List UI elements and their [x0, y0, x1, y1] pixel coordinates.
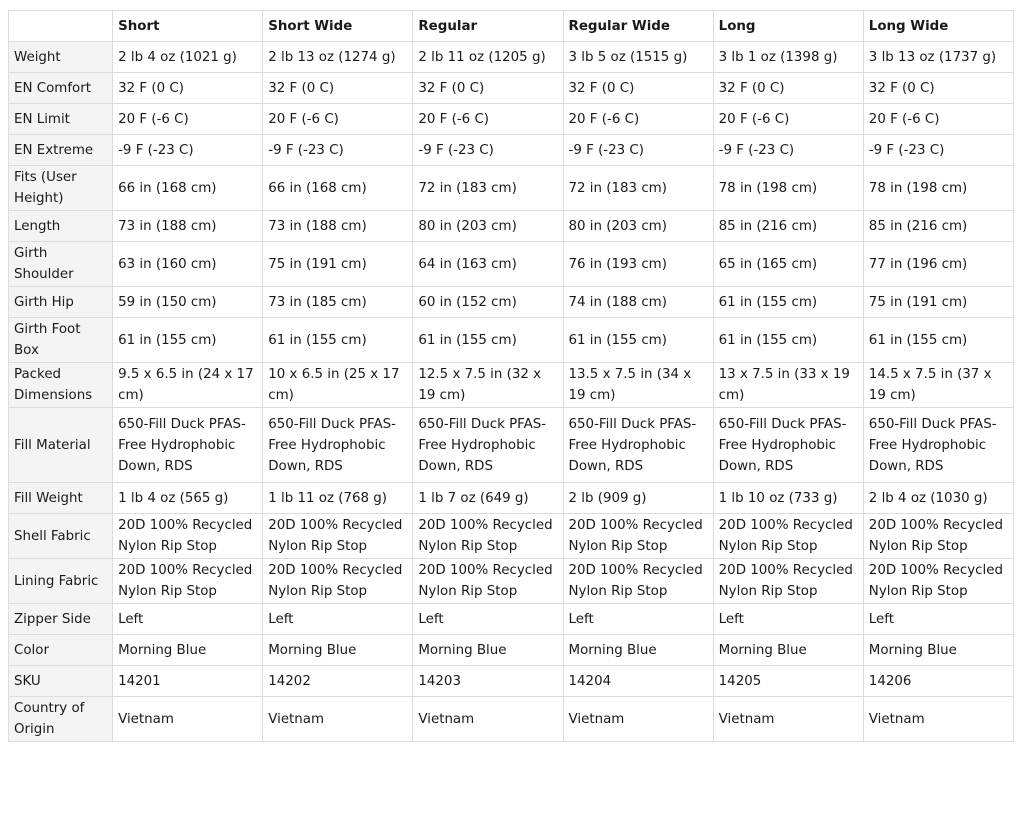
column-header-regular-wide: Regular Wide [563, 11, 713, 42]
table-cell: 85 in (216 cm) [863, 211, 1013, 242]
table-cell: Left [713, 604, 863, 635]
table-row [9, 408, 1014, 483]
table-cell: 59 in (150 cm) [113, 287, 263, 318]
table-cell: 32 F (0 C) [563, 73, 713, 104]
row-label: EN Extreme [9, 135, 113, 166]
table-cell: Vietnam [263, 697, 413, 742]
table-cell: 20D 100% Recycled Nylon Rip Stop [113, 514, 263, 559]
table-cell: Morning Blue [413, 635, 563, 666]
table-cell: 13.5 x 7.5 in (34 x 19 cm) [563, 363, 713, 408]
row-label: Shell Fabric [9, 514, 113, 559]
table-row [9, 604, 1014, 635]
table-cell: Morning Blue [863, 635, 1013, 666]
table-cell: 61 in (155 cm) [113, 318, 263, 363]
table-cell: 13 x 7.5 in (33 x 19 cm) [713, 363, 863, 408]
table-cell: 61 in (155 cm) [713, 287, 863, 318]
table-cell: 64 in (163 cm) [413, 242, 563, 287]
table-cell: 650-Fill Duck PFAS-Free Hydrophobic Down, RDS [563, 408, 713, 483]
table-cell: 20 F (-6 C) [863, 104, 1013, 135]
row-label: Girth Hip [9, 287, 113, 318]
table-cell: Left [413, 604, 563, 635]
table-row [9, 135, 1014, 166]
table-cell: -9 F (-23 C) [263, 135, 413, 166]
table-cell: 2 lb 4 oz (1030 g) [863, 483, 1013, 514]
table-cell: 650-Fill Duck PFAS-Free Hydrophobic Down, RDS [413, 408, 563, 483]
table-cell: -9 F (-23 C) [113, 135, 263, 166]
table-cell: 32 F (0 C) [713, 73, 863, 104]
table-cell: 61 in (155 cm) [863, 318, 1013, 363]
table-cell: Vietnam [113, 697, 263, 742]
table-cell: Morning Blue [563, 635, 713, 666]
table-row [9, 42, 1014, 73]
table-cell: 63 in (160 cm) [113, 242, 263, 287]
table-cell: 73 in (188 cm) [263, 211, 413, 242]
table-cell: 3 lb 13 oz (1737 g) [863, 42, 1013, 73]
column-header-long-wide: Long Wide [863, 11, 1013, 42]
table-cell: 75 in (191 cm) [863, 287, 1013, 318]
table-cell: 20D 100% Recycled Nylon Rip Stop [113, 559, 263, 604]
table-cell: 650-Fill Duck PFAS-Free Hydrophobic Down, RDS [263, 408, 413, 483]
column-header-long: Long [713, 11, 863, 42]
table-cell: 72 in (183 cm) [563, 166, 713, 211]
table-cell: 14201 [113, 666, 263, 697]
row-label: SKU [9, 666, 113, 697]
table-cell: 61 in (155 cm) [713, 318, 863, 363]
table-cell: 14204 [563, 666, 713, 697]
table-cell: 66 in (168 cm) [263, 166, 413, 211]
table-cell: 66 in (168 cm) [113, 166, 263, 211]
row-label: Fill Material [9, 408, 113, 483]
table-cell: 20D 100% Recycled Nylon Rip Stop [563, 514, 713, 559]
table-cell: 75 in (191 cm) [263, 242, 413, 287]
table-cell: Vietnam [413, 697, 563, 742]
table-cell: 61 in (155 cm) [413, 318, 563, 363]
table-cell: 61 in (155 cm) [563, 318, 713, 363]
table-cell: 85 in (216 cm) [713, 211, 863, 242]
table-row [9, 666, 1014, 697]
table-cell: Vietnam [713, 697, 863, 742]
table-cell: 20D 100% Recycled Nylon Rip Stop [413, 559, 563, 604]
row-label: Country of Origin [9, 697, 113, 742]
table-cell: 14203 [413, 666, 563, 697]
row-label: Zipper Side [9, 604, 113, 635]
table-cell: Morning Blue [713, 635, 863, 666]
table-cell: Morning Blue [113, 635, 263, 666]
table-cell: 10 x 6.5 in (25 x 17 cm) [263, 363, 413, 408]
header-row [9, 11, 1014, 42]
table-cell: 80 in (203 cm) [563, 211, 713, 242]
table-cell: 20 F (-6 C) [713, 104, 863, 135]
table-cell: 80 in (203 cm) [413, 211, 563, 242]
row-label: Color [9, 635, 113, 666]
table-cell: 12.5 x 7.5 in (32 x 19 cm) [413, 363, 563, 408]
table-cell: 20 F (-6 C) [113, 104, 263, 135]
table-cell: 78 in (198 cm) [863, 166, 1013, 211]
row-label: Girth Foot Box [9, 318, 113, 363]
table-cell: 76 in (193 cm) [563, 242, 713, 287]
table-cell: Morning Blue [263, 635, 413, 666]
table-cell: Left [863, 604, 1013, 635]
table-cell: 2 lb 13 oz (1274 g) [263, 42, 413, 73]
table-cell: -9 F (-23 C) [413, 135, 563, 166]
table-cell: 20D 100% Recycled Nylon Rip Stop [863, 514, 1013, 559]
table-cell: 20D 100% Recycled Nylon Rip Stop [563, 559, 713, 604]
table-cell: 2 lb (909 g) [563, 483, 713, 514]
table-cell: 20D 100% Recycled Nylon Rip Stop [863, 559, 1013, 604]
table-cell: Left [113, 604, 263, 635]
table-row [9, 363, 1014, 408]
table-cell: 20D 100% Recycled Nylon Rip Stop [713, 559, 863, 604]
table-cell: 20D 100% Recycled Nylon Rip Stop [263, 559, 413, 604]
table-row [9, 166, 1014, 211]
table-cell: 1 lb 4 oz (565 g) [113, 483, 263, 514]
table-row [9, 318, 1014, 363]
column-header [9, 11, 113, 42]
table-cell: 14.5 x 7.5 in (37 x 19 cm) [863, 363, 1013, 408]
table-row [9, 514, 1014, 559]
table-row [9, 559, 1014, 604]
spec-table-body [9, 42, 1014, 742]
table-cell: 61 in (155 cm) [263, 318, 413, 363]
table-cell: 20D 100% Recycled Nylon Rip Stop [263, 514, 413, 559]
table-cell: 14202 [263, 666, 413, 697]
row-label: Lining Fabric [9, 559, 113, 604]
table-row [9, 483, 1014, 514]
row-label: Length [9, 211, 113, 242]
table-cell: 2 lb 4 oz (1021 g) [113, 42, 263, 73]
column-header-short: Short [113, 11, 263, 42]
table-cell: 20D 100% Recycled Nylon Rip Stop [713, 514, 863, 559]
row-label: Girth Shoulder [9, 242, 113, 287]
table-cell: 78 in (198 cm) [713, 166, 863, 211]
table-cell: 32 F (0 C) [413, 73, 563, 104]
table-cell: 9.5 x 6.5 in (24 x 17 cm) [113, 363, 263, 408]
table-cell: Vietnam [563, 697, 713, 742]
table-cell: 14205 [713, 666, 863, 697]
table-cell: 20D 100% Recycled Nylon Rip Stop [413, 514, 563, 559]
row-label: Fits (User Height) [9, 166, 113, 211]
table-cell: 60 in (152 cm) [413, 287, 563, 318]
table-cell: Left [263, 604, 413, 635]
column-header-regular: Regular [413, 11, 563, 42]
table-cell: 20 F (-6 C) [413, 104, 563, 135]
table-cell: 72 in (183 cm) [413, 166, 563, 211]
table-cell: 32 F (0 C) [113, 73, 263, 104]
table-cell: 1 lb 11 oz (768 g) [263, 483, 413, 514]
table-cell: 77 in (196 cm) [863, 242, 1013, 287]
row-label: EN Limit [9, 104, 113, 135]
table-cell: 1 lb 7 oz (649 g) [413, 483, 563, 514]
table-cell: 73 in (188 cm) [113, 211, 263, 242]
table-cell: 32 F (0 C) [863, 73, 1013, 104]
table-cell: 650-Fill Duck PFAS-Free Hydrophobic Down, RDS [863, 408, 1013, 483]
table-cell: -9 F (-23 C) [713, 135, 863, 166]
table-cell: 3 lb 5 oz (1515 g) [563, 42, 713, 73]
table-cell: 650-Fill Duck PFAS-Free Hydrophobic Down, RDS [113, 408, 263, 483]
row-label: Packed Dimensions [9, 363, 113, 408]
table-row [9, 287, 1014, 318]
table-cell: 3 lb 1 oz (1398 g) [713, 42, 863, 73]
table-cell: 32 F (0 C) [263, 73, 413, 104]
table-row [9, 104, 1014, 135]
table-cell: 73 in (185 cm) [263, 287, 413, 318]
table-cell: 65 in (165 cm) [713, 242, 863, 287]
table-cell: 20 F (-6 C) [563, 104, 713, 135]
table-cell: 74 in (188 cm) [563, 287, 713, 318]
spec-table-container [8, 10, 1014, 742]
column-header-short-wide: Short Wide [263, 11, 413, 42]
table-row [9, 697, 1014, 742]
table-cell: -9 F (-23 C) [563, 135, 713, 166]
table-cell: 20 F (-6 C) [263, 104, 413, 135]
table-row [9, 242, 1014, 287]
table-cell: Left [563, 604, 713, 635]
row-label: Weight [9, 42, 113, 73]
table-cell: -9 F (-23 C) [863, 135, 1013, 166]
table-row [9, 73, 1014, 104]
table-cell: 650-Fill Duck PFAS-Free Hydrophobic Down, RDS [713, 408, 863, 483]
table-cell: 1 lb 10 oz (733 g) [713, 483, 863, 514]
row-label: Fill Weight [9, 483, 113, 514]
spec-table [8, 10, 1014, 742]
row-label: EN Comfort [9, 73, 113, 104]
table-row [9, 635, 1014, 666]
table-cell: 2 lb 11 oz (1205 g) [413, 42, 563, 73]
table-row [9, 211, 1014, 242]
table-cell: 14206 [863, 666, 1013, 697]
table-cell: Vietnam [863, 697, 1013, 742]
